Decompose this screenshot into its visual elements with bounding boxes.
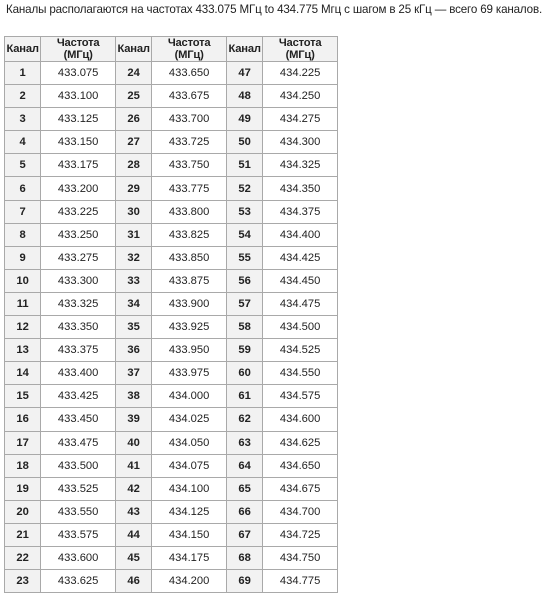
frequency-cell: 434.275 [263,108,338,131]
frequency-cell: 434.700 [263,500,338,523]
frequency-cell: 434.325 [263,154,338,177]
frequency-cell: 433.625 [41,570,116,593]
channel-cell: 25 [115,85,151,108]
table-row [5,408,338,431]
table-row [5,269,338,292]
channel-cell: 14 [5,362,41,385]
channel-cell: 24 [115,62,151,85]
channel-cell: 67 [226,523,262,546]
table-row [5,62,338,85]
frequency-cell: 433.275 [41,246,116,269]
channel-cell: 15 [5,385,41,408]
channel-cell: 2 [5,85,41,108]
channel-cell: 4 [5,131,41,154]
channel-cell: 26 [115,108,151,131]
frequency-cell: 434.750 [263,546,338,569]
header-channel: Канал [5,37,41,62]
frequency-cell: 434.550 [263,362,338,385]
page-caption: Каналы располагаются на частотах 433.075 МГц to 434.775 Мгц с шагом в 25 кГц — всего 69 каналов. [6,3,542,16]
frequency-cell: 433.125 [41,108,116,131]
table-row [5,292,338,315]
frequency-cell: 433.750 [152,154,227,177]
channel-cell: 46 [115,570,151,593]
frequency-cell: 434.125 [152,500,227,523]
channel-cell: 65 [226,477,262,500]
header-frequency: Частота (МГц) [152,37,227,62]
header-frequency: Частота (МГц) [41,37,116,62]
channel-cell: 44 [115,523,151,546]
channel-cell: 22 [5,546,41,569]
frequency-cell: 433.800 [152,200,227,223]
frequency-cell: 433.475 [41,431,116,454]
channel-cell: 37 [115,362,151,385]
table-row [5,385,338,408]
frequency-cell: 434.425 [263,246,338,269]
channel-cell: 28 [115,154,151,177]
channel-cell: 36 [115,339,151,362]
channel-cell: 27 [115,131,151,154]
table-row [5,570,338,593]
channel-cell: 13 [5,339,41,362]
frequency-cell: 434.475 [263,292,338,315]
frequency-cell: 434.250 [263,85,338,108]
channel-cell: 69 [226,570,262,593]
channel-cell: 66 [226,500,262,523]
frequency-cell: 433.225 [41,200,116,223]
table-row [5,154,338,177]
table-row [5,108,338,131]
channel-cell: 20 [5,500,41,523]
frequency-cell: 433.525 [41,477,116,500]
frequency-cell: 433.675 [152,85,227,108]
channel-cell: 54 [226,223,262,246]
frequency-cell: 433.850 [152,246,227,269]
frequency-cell: 434.675 [263,477,338,500]
table-row [5,200,338,223]
table-row [5,431,338,454]
channel-cell: 35 [115,316,151,339]
header-frequency: Частота (МГц) [263,37,338,62]
channel-cell: 29 [115,177,151,200]
frequency-cell: 433.725 [152,131,227,154]
channel-cell: 23 [5,570,41,593]
frequency-cell: 434.350 [263,177,338,200]
channel-cell: 55 [226,246,262,269]
frequency-cell: 433.950 [152,339,227,362]
frequency-cell: 433.900 [152,292,227,315]
frequency-cell: 433.175 [41,154,116,177]
frequency-cell: 433.400 [41,362,116,385]
table-header [5,37,338,62]
table-row [5,131,338,154]
channel-cell: 17 [5,431,41,454]
frequency-cell: 434.600 [263,408,338,431]
frequency-cell: 434.175 [152,546,227,569]
channel-cell: 41 [115,454,151,477]
channel-cell: 5 [5,154,41,177]
channel-cell: 32 [115,246,151,269]
table-row [5,477,338,500]
frequency-cell: 433.975 [152,362,227,385]
frequency-cell: 434.400 [263,223,338,246]
frequency-cell: 434.300 [263,131,338,154]
table-row [5,85,338,108]
channel-cell: 45 [115,546,151,569]
frequency-cell: 434.450 [263,269,338,292]
channel-cell: 6 [5,177,41,200]
frequency-cell: 434.050 [152,431,227,454]
frequency-cell: 433.500 [41,454,116,477]
channel-cell: 10 [5,269,41,292]
frequency-cell: 433.200 [41,177,116,200]
channel-cell: 16 [5,408,41,431]
channel-cell: 40 [115,431,151,454]
channel-cell: 61 [226,385,262,408]
channel-cell: 63 [226,431,262,454]
channel-cell: 21 [5,523,41,546]
channel-frequency-table [4,36,338,593]
frequency-cell: 433.450 [41,408,116,431]
frequency-cell: 434.625 [263,431,338,454]
channel-cell: 59 [226,339,262,362]
frequency-cell: 434.650 [263,454,338,477]
table-row [5,500,338,523]
frequency-cell: 433.700 [152,108,227,131]
frequency-cell: 434.725 [263,523,338,546]
channel-cell: 39 [115,408,151,431]
table-body [5,62,338,593]
channel-cell: 56 [226,269,262,292]
channel-cell: 53 [226,200,262,223]
frequency-cell: 434.150 [152,523,227,546]
frequency-cell: 434.525 [263,339,338,362]
frequency-cell: 434.225 [263,62,338,85]
channel-cell: 8 [5,223,41,246]
table-row [5,316,338,339]
channel-cell: 7 [5,200,41,223]
frequency-cell: 434.000 [152,385,227,408]
channel-cell: 9 [5,246,41,269]
frequency-cell: 433.825 [152,223,227,246]
frequency-cell: 433.100 [41,85,116,108]
channel-cell: 50 [226,131,262,154]
frequency-cell: 433.425 [41,385,116,408]
frequency-cell: 433.250 [41,223,116,246]
channel-cell: 68 [226,546,262,569]
channel-cell: 62 [226,408,262,431]
channel-cell: 64 [226,454,262,477]
channel-cell: 30 [115,200,151,223]
frequency-cell: 433.775 [152,177,227,200]
channel-cell: 60 [226,362,262,385]
channel-cell: 43 [115,500,151,523]
frequency-cell: 433.150 [41,131,116,154]
frequency-cell: 434.500 [263,316,338,339]
channel-cell: 58 [226,316,262,339]
channel-cell: 31 [115,223,151,246]
channel-cell: 57 [226,292,262,315]
table-row [5,177,338,200]
channel-cell: 3 [5,108,41,131]
channel-cell: 18 [5,454,41,477]
channel-cell: 51 [226,154,262,177]
channel-cell: 52 [226,177,262,200]
channel-cell: 42 [115,477,151,500]
frequency-cell: 433.375 [41,339,116,362]
frequency-cell: 434.200 [152,570,227,593]
table-row [5,546,338,569]
header-channel: Канал [115,37,151,62]
channel-cell: 11 [5,292,41,315]
table-row [5,246,338,269]
table-row [5,523,338,546]
frequency-cell: 433.575 [41,523,116,546]
frequency-cell: 433.325 [41,292,116,315]
frequency-cell: 433.600 [41,546,116,569]
channel-cell: 12 [5,316,41,339]
frequency-cell: 433.875 [152,269,227,292]
frequency-cell: 434.025 [152,408,227,431]
frequency-cell: 433.300 [41,269,116,292]
frequency-cell: 433.550 [41,500,116,523]
table-row [5,223,338,246]
frequency-cell: 434.575 [263,385,338,408]
frequency-cell: 434.775 [263,570,338,593]
header-channel: Канал [226,37,262,62]
header-row [5,37,338,62]
frequency-cell: 434.075 [152,454,227,477]
table-row [5,454,338,477]
channel-cell: 34 [115,292,151,315]
frequency-cell: 433.650 [152,62,227,85]
channel-cell: 1 [5,62,41,85]
frequency-cell: 433.075 [41,62,116,85]
frequency-cell: 433.350 [41,316,116,339]
table-row [5,362,338,385]
channel-cell: 47 [226,62,262,85]
channel-cell: 48 [226,85,262,108]
channel-cell: 49 [226,108,262,131]
frequency-cell: 434.100 [152,477,227,500]
channel-cell: 19 [5,477,41,500]
channel-cell: 33 [115,269,151,292]
table-row [5,339,338,362]
frequency-cell: 433.925 [152,316,227,339]
channel-cell: 38 [115,385,151,408]
frequency-cell: 434.375 [263,200,338,223]
